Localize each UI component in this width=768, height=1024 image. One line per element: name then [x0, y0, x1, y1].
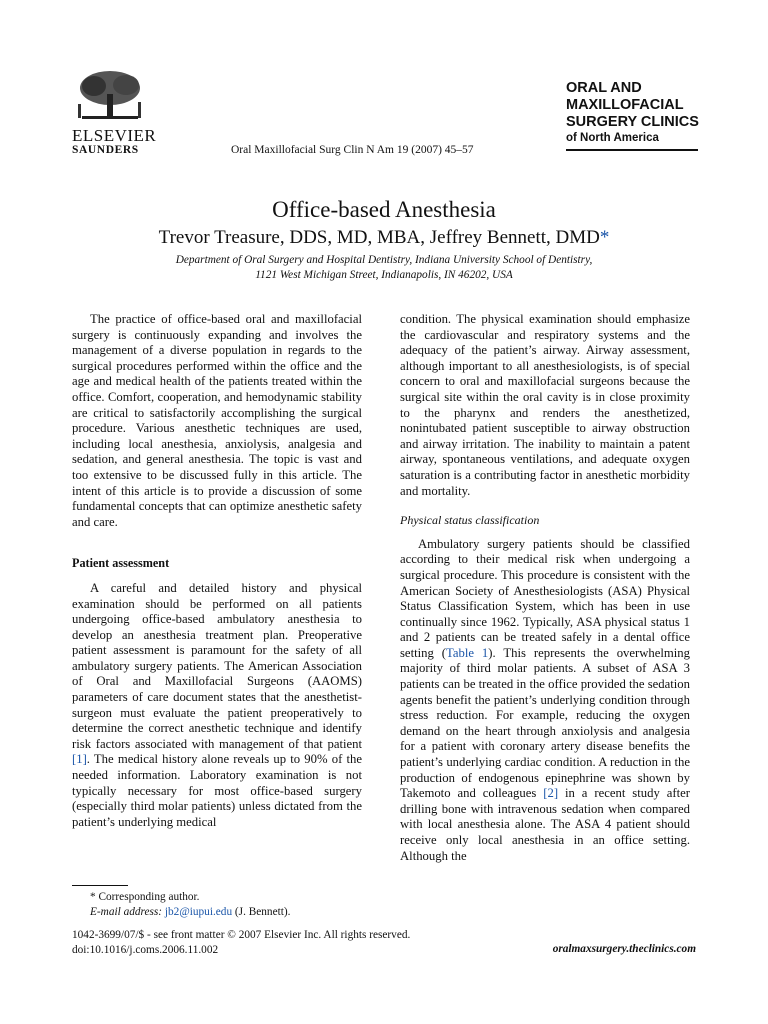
- section-heading-patient-assessment: Patient assessment: [72, 556, 170, 571]
- subsection-heading-physical-status: Physical status classification: [400, 513, 540, 528]
- left-column: [72, 312, 362, 830]
- article-authors: [0, 227, 768, 249]
- reference-link-2[interactable]: [2]: [543, 786, 559, 801]
- doi-line: doi:10.1016/j.coms.2006.11.002: [72, 944, 219, 956]
- footnote-rule: [72, 885, 128, 886]
- email-note: [72, 905, 290, 920]
- footer-rights: [72, 928, 410, 958]
- article-title: Office-based Anesthesia: [272, 197, 496, 222]
- email-label: E-mail address:: [90, 906, 163, 918]
- paragraph-text: in a recent study after drilling bone with intravenous sedation when compared with local anesthesia alone. The ASA 4 patient should receive only local anesthesia in an office setting. Although the: [400, 786, 690, 863]
- journal-citation: Oral Maxillofacial Surg Clin N Am 19 (2007) 45–57: [231, 144, 474, 156]
- elsevier-logo: [72, 68, 157, 157]
- header-rule: [566, 149, 698, 151]
- journal-website[interactable]: oralmaxsurgery.theclinics.com: [552, 943, 696, 955]
- journal-brand-line3: SURGERY CLINICS: [566, 114, 699, 130]
- table-1-link[interactable]: Table 1: [446, 645, 489, 660]
- footnote: [72, 890, 290, 920]
- paragraph-text: ). This represents the overwhelming majority of third molar patients. A subset of ASA 3 patients can be treated in the office provided the sedation agents benefit the patient’s underlying condition through stress reduction. For example, reducing the oxygen demand on the heart through anxiolysis and analgesia for a patient with coronary artery disease benefits the patient’s underlying cardiac condition. A reduction in the production of endogenous epinephrine was shown by Takemoto and colleagues: [400, 645, 690, 801]
- paragraph-text: . The medical history alone reveals up to 90% of the needed information. Laboratory examination is not typically necessary for most office-based surgery (especially third molar patients) unless dictated from the patient’s underlying medical: [72, 752, 362, 829]
- affiliation-line-1: Department of Oral Surgery and Hospital Dentistry, Indiana University School of Dentistry,: [175, 254, 593, 266]
- journal-brand-line2: MAXILLOFACIAL: [566, 97, 684, 113]
- continued-paragraph: condition. The physical examination should emphasize the cardiovascular and respiratory systems and the adequacy of the patient’s airway. Airway assessment, although important to all anesthesiologists, is of special concern to oral and maxillofacial surgeons because the surgical site within the oral cavity is in close proximity to the pharynx and renders the anesthetized, nonintubated patient susceptible to airway obstruction and airway irritation. The inability to maintain a patent airway, spontaneous ventilations, and adequate oxygen saturation is a contributing factor in anesthetic morbidity and mortality.: [400, 312, 690, 498]
- right-column: [400, 312, 690, 864]
- paragraph-text: A careful and detailed history and physical examination should be performed on all patients undergoing office-based ambulatory anesthesia to develop an anesthesia treatment plan. Preoperative patient assessment is paramount for the safety of all ambulatory surgery patients. The American Association of Oral and Maxillofacial Surgeons (AAOMS) parameters of care document states that the anesthetist-surgeon must evaluate the patient preoperatively to determine the correct anesthetic technique and identify risk factors associated with management of that patient: [72, 580, 362, 751]
- author-names: Trevor Treasure, DDS, MD, MBA, Jeffrey Bennett, DMD: [158, 227, 600, 248]
- physical-status-paragraph: [400, 537, 690, 864]
- reference-link-1[interactable]: [1]: [72, 752, 87, 767]
- intro-paragraph: The practice of office-based oral and maxillofacial surgery is continuously expanding and involves the management of a diverse population in regards to the surgical procedures performed within the office and the age and medical health of the patients treated within the office. Comfort, cooperation, and hemodynamic stability are critical to satisfactorily accomplishing the surgical procedure. Various anesthetic techniques are used, including local anesthesia, anxiolysis, analgesia and sedation, and general anesthesia. The topic is vast and too extensive to be discussed fully in this article. The intent of this article is to provide a discussion of some fundamental concepts that can optimize anesthetic safety and care.: [72, 312, 362, 529]
- affiliation-line-2: 1121 West Michigan Street, Indianapolis, IN 46202, USA: [255, 269, 513, 281]
- elsevier-tree-icon: [72, 68, 148, 124]
- patient-assessment-paragraph: [72, 581, 362, 831]
- journal-brand: [566, 80, 706, 145]
- email-link[interactable]: jb2@iupui.edu: [164, 906, 233, 918]
- corresponding-author-note: * Corresponding author.: [90, 891, 200, 903]
- corresponding-author-link[interactable]: *: [599, 227, 610, 248]
- journal-brand-line1: ORAL AND: [566, 80, 642, 96]
- paragraph-text: Ambulatory surgery patients should be classified according to their medical risk when undergoing a surgical procedure. This procedure is consistent with the American Society of Anesthesiologists (ASA) Physical Status Classification System, which has been in use continually since 1962. Typically, ASA physical status 1 and 2 patients can be treated safely in a dental office setting (: [400, 536, 690, 660]
- author-affiliation: [0, 253, 768, 283]
- publisher-name: ELSEVIER: [72, 126, 157, 145]
- issn-line: 1042-3699/07/$ - see front matter © 2007 Elsevier Inc. All rights reserved.: [72, 929, 411, 941]
- email-suffix: (J. Bennett).: [232, 906, 291, 918]
- journal-brand-line4: of North America: [566, 132, 659, 144]
- publisher-imprint: SAUNDERS: [72, 144, 139, 156]
